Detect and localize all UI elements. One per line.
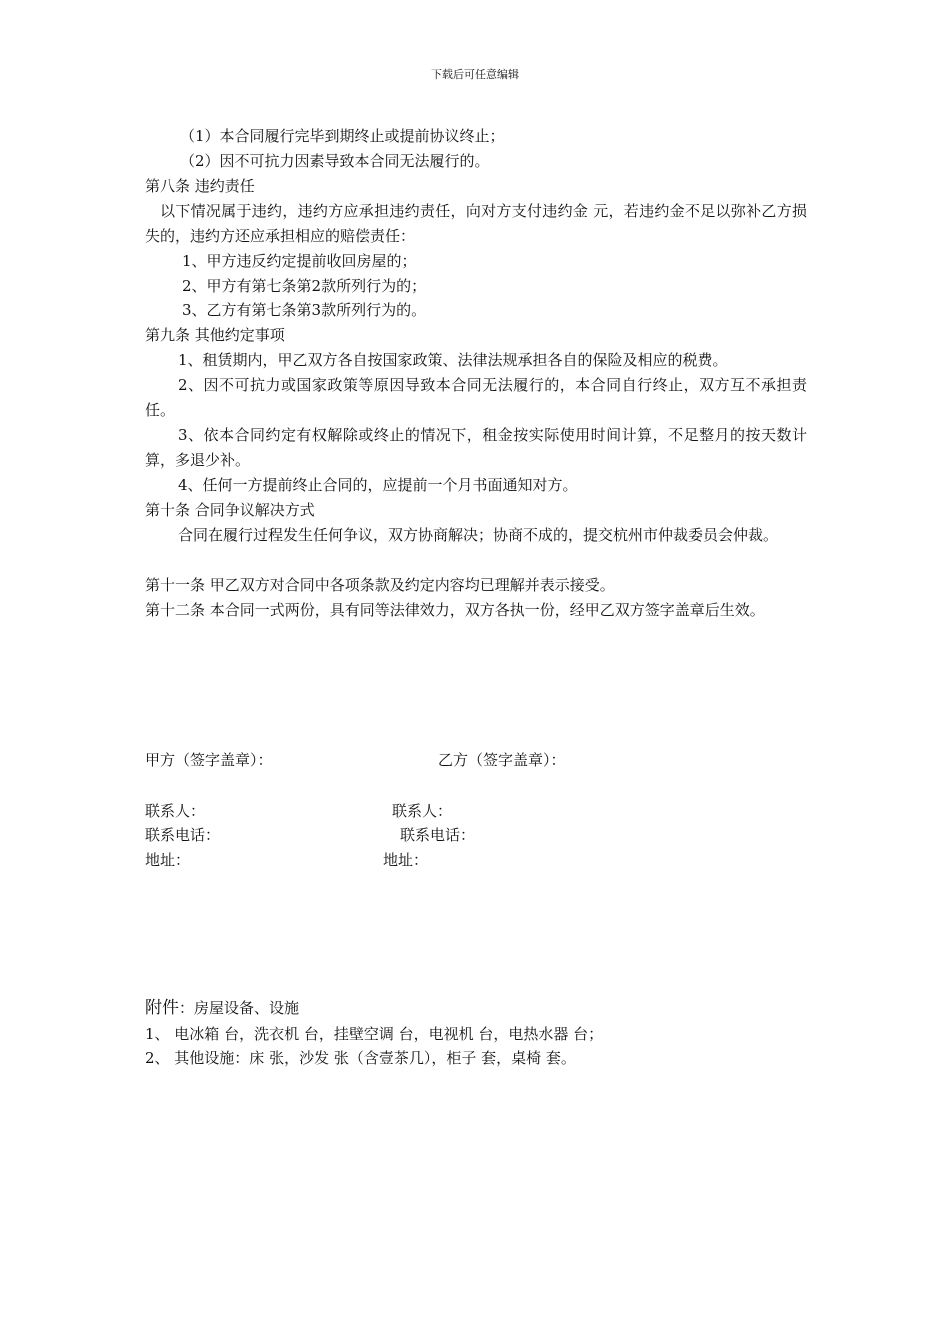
section7-item-2: （2）因不可抗力因素导致本合同无法履行的。 xyxy=(180,152,490,170)
section9-item-2: 2、因不可抗力或国家政策等原因导致本合同无法履行的，本合同自行终止，双方互不承担责任。 xyxy=(145,376,807,419)
section7-item-1: （1）本合同履行完毕到期终止或提前协议终止； xyxy=(180,127,505,145)
party-b-phone: 联系电话： xyxy=(400,826,476,844)
section9-title: 第九条 其他约定事项 xyxy=(145,326,285,344)
section9-item-3: 3、依本合同约定有权解除或终止的情况下，租金按实际使用时间计算，不足整月的按天数计算，多退少补。 xyxy=(145,426,807,469)
party-a-contact: 联系人： xyxy=(145,802,206,820)
party-a-signature: 甲方（签字盖章）： xyxy=(145,751,273,769)
section12: 第十二条 本合同一式两份，具有同等法律效力，双方各执一份，经甲乙双方签字盖章后生效。 xyxy=(145,601,765,619)
section8-title: 第八条 违约责任 xyxy=(145,177,255,195)
section10-title: 第十条 合同争议解决方式 xyxy=(145,501,315,519)
party-b-signature: 乙方（签字盖章）： xyxy=(438,751,566,769)
party-a-phone: 联系电话： xyxy=(145,826,221,844)
section8-item-1: 1、甲方违反约定提前收回房屋的； xyxy=(182,252,417,270)
appendix-heading xyxy=(145,998,299,1018)
section8-item-2: 2、甲方有第七条第2款所列行为的； xyxy=(182,277,427,295)
party-a-address: 地址： xyxy=(145,851,191,869)
appendix-title: ：房屋设备、设施 xyxy=(179,999,300,1017)
appendix-label: 附件 xyxy=(145,998,179,1018)
appendix-item-1: 1、 电冰箱 台，洗衣机 台，挂壁空调 台，电视机 台，电热水器 台； xyxy=(145,1025,604,1043)
section10-body: 合同在履行过程发生任何争议，双方协商解决；协商不成的，提交杭州市仲裁委员会仲裁。 xyxy=(178,526,779,544)
section11: 第十一条 甲乙双方对合同中各项条款及约定内容均已理解并表示接受。 xyxy=(145,576,615,594)
party-b-address: 地址： xyxy=(383,851,429,869)
section9-item-1: 1、租赁期内，甲乙双方各自按国家政策、法律法规承担各自的保险及相应的税费。 xyxy=(178,351,728,369)
appendix-item-2: 2、 其他设施：床 张，沙发 张（含壹茶几），柜子 套，桌椅 套。 xyxy=(145,1049,576,1067)
section8-intro: 以下情况属于违约，违约方应承担违约责任，向对方支付违约金 元，若违约金不足以弥补乙方损失的，违约方还应承担相应的赔偿责任： xyxy=(145,202,807,245)
section8-item-3: 3、乙方有第七条第3款所列行为的。 xyxy=(182,301,427,319)
section9-item-4: 4、任何一方提前终止合同的，应提前一个月书面通知对方。 xyxy=(178,476,578,494)
party-b-contact: 联系人： xyxy=(392,802,453,820)
page-header: 下载后可任意编辑 xyxy=(431,68,519,81)
